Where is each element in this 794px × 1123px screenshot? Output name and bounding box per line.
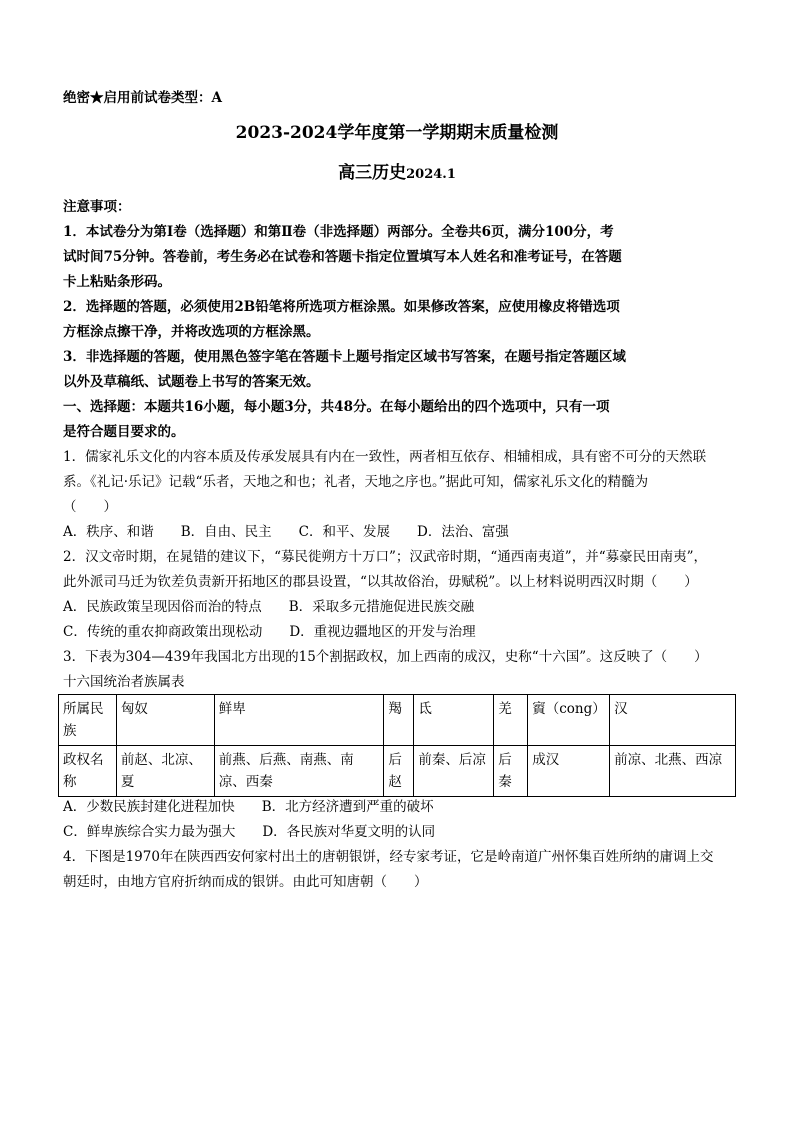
exam-date: 2024.1 <box>406 167 456 182</box>
table-cell: 前赵、北凉、夏 <box>116 746 214 797</box>
section-heading: 一、选择题：本题共16小题，每小题3分，共48分。在每小题给出的四个选项中，只有一项 <box>63 399 610 415</box>
table-cell: 羯 <box>384 695 414 746</box>
table-cell: 后秦 <box>494 746 528 797</box>
section-heading: 是符合题目要求的。 <box>63 424 185 440</box>
notes-line: 2．选择题的答题，必须使用2B铅笔将所选项方框涂黑。如果修改答案，应使用橡皮将错选项 <box>63 299 620 315</box>
table-cell: 前燕、后燕、南燕、南凉、西秦 <box>214 746 384 797</box>
table-title: 十六国统治者族属表 <box>63 674 185 690</box>
q2-stem: 此外派司马迁为钦差负责新开拓地区的郡县设置，“以其故俗治，毋赋税”。以上材料说明西汉时期（ ） <box>63 574 698 590</box>
table-cell: 匈奴 <box>116 695 214 746</box>
notes-line: 方框涂点擦干净，并将改选项的方框涂黑。 <box>63 324 320 340</box>
notes-line: 以外及草稿纸、试题卷上书写的答案无效。 <box>63 374 320 390</box>
notes-line: 卡上粘贴条形码。 <box>63 274 171 290</box>
q2-options: A．民族政策呈现因俗而治的特点 B．采取多元措施促进民族交融 <box>63 599 475 615</box>
notes-heading: 注意事项： <box>63 199 131 215</box>
table-cell: 后赵 <box>384 746 414 797</box>
q3-stem: 3．下表为304—439年我国北方出现的15个割据政权，加上西南的成汉，史称“十六国”。这反映了（ ） <box>63 649 708 665</box>
table-cell: 羌 <box>494 695 528 746</box>
q3-options: C．鲜卑族综合实力最为强大 D．各民族对华夏文明的认同 <box>63 824 436 840</box>
notes-line: 3．非选择题的答题，使用黑色签字笔在答题卡上题号指定区域书写答案，在题号指定答题区域 <box>63 349 626 365</box>
q4-stem: 朝廷时，由地方官府折纳而成的银饼。由此可知唐朝（ ） <box>63 874 428 890</box>
q1-stem: 1．儒家礼乐文化的内容本质及传承发展具有内在一致性，两者相互依存、相辅相成，具有密不可分的天然联 <box>63 449 707 465</box>
exam-title: 2023-2024学年度第一学期期末质量检测 <box>235 123 559 143</box>
secret-label: 绝密★启用前试卷类型：A <box>63 90 222 106</box>
table-cell: 成汉 <box>528 746 610 797</box>
subject-title <box>0 165 794 182</box>
table-cell: 前凉、北燕、西凉 <box>610 746 736 797</box>
table-row <box>59 695 736 746</box>
q3-options: A．少数民族封建化进程加快 B．北方经济遭到严重的破坏 <box>63 799 434 815</box>
table-cell: 汉 <box>610 695 736 746</box>
table-cell: 賨（cong） <box>528 695 610 746</box>
q4-stem: 4．下图是1970年在陕西西安何家村出土的唐朝银饼，经专家考证，它是岭南道广州怀集百姓所纳的庸调上交 <box>63 849 714 865</box>
table-cell: 氐 <box>414 695 494 746</box>
table-row <box>59 746 736 797</box>
q1-stem: 系。《礼记·乐记》记载“乐者，天地之和也；礼者，天地之序也。”据此可知，儒家礼乐文化的精髓为 <box>63 474 649 490</box>
tribes-table <box>58 694 736 797</box>
notes-line: 试时间75分钟。答卷前，考生务必在试卷和答题卡指定位置填写本人姓名和准考证号，在答题 <box>63 249 622 265</box>
table-cell: 政权名称 <box>59 746 117 797</box>
table-cell: 所属民族 <box>59 695 117 746</box>
q1-stem: （ ） <box>63 499 117 515</box>
notes-line: 1．本试卷分为第Ⅰ卷（选择题）和第Ⅱ卷（非选择题）两部分。全卷共6页，满分100分，考 <box>63 224 614 240</box>
subject-name: 高三历史 <box>338 163 407 183</box>
q1-options: A．秩序、和谐 B．自由、民主 C．和平、发展 D．法治、富强 <box>63 524 509 540</box>
q2-options: C．传统的重农抑商政策出现松动 D．重视边疆地区的开发与治理 <box>63 624 476 640</box>
table-cell: 前秦、后凉 <box>414 746 494 797</box>
table-cell: 鲜卑 <box>214 695 384 746</box>
q2-stem: 2．汉文帝时期，在晁错的建议下，“募民徙朔方十万口”；汉武帝时期，“通西南夷道”，并“募豪民田南夷”， <box>63 549 707 565</box>
